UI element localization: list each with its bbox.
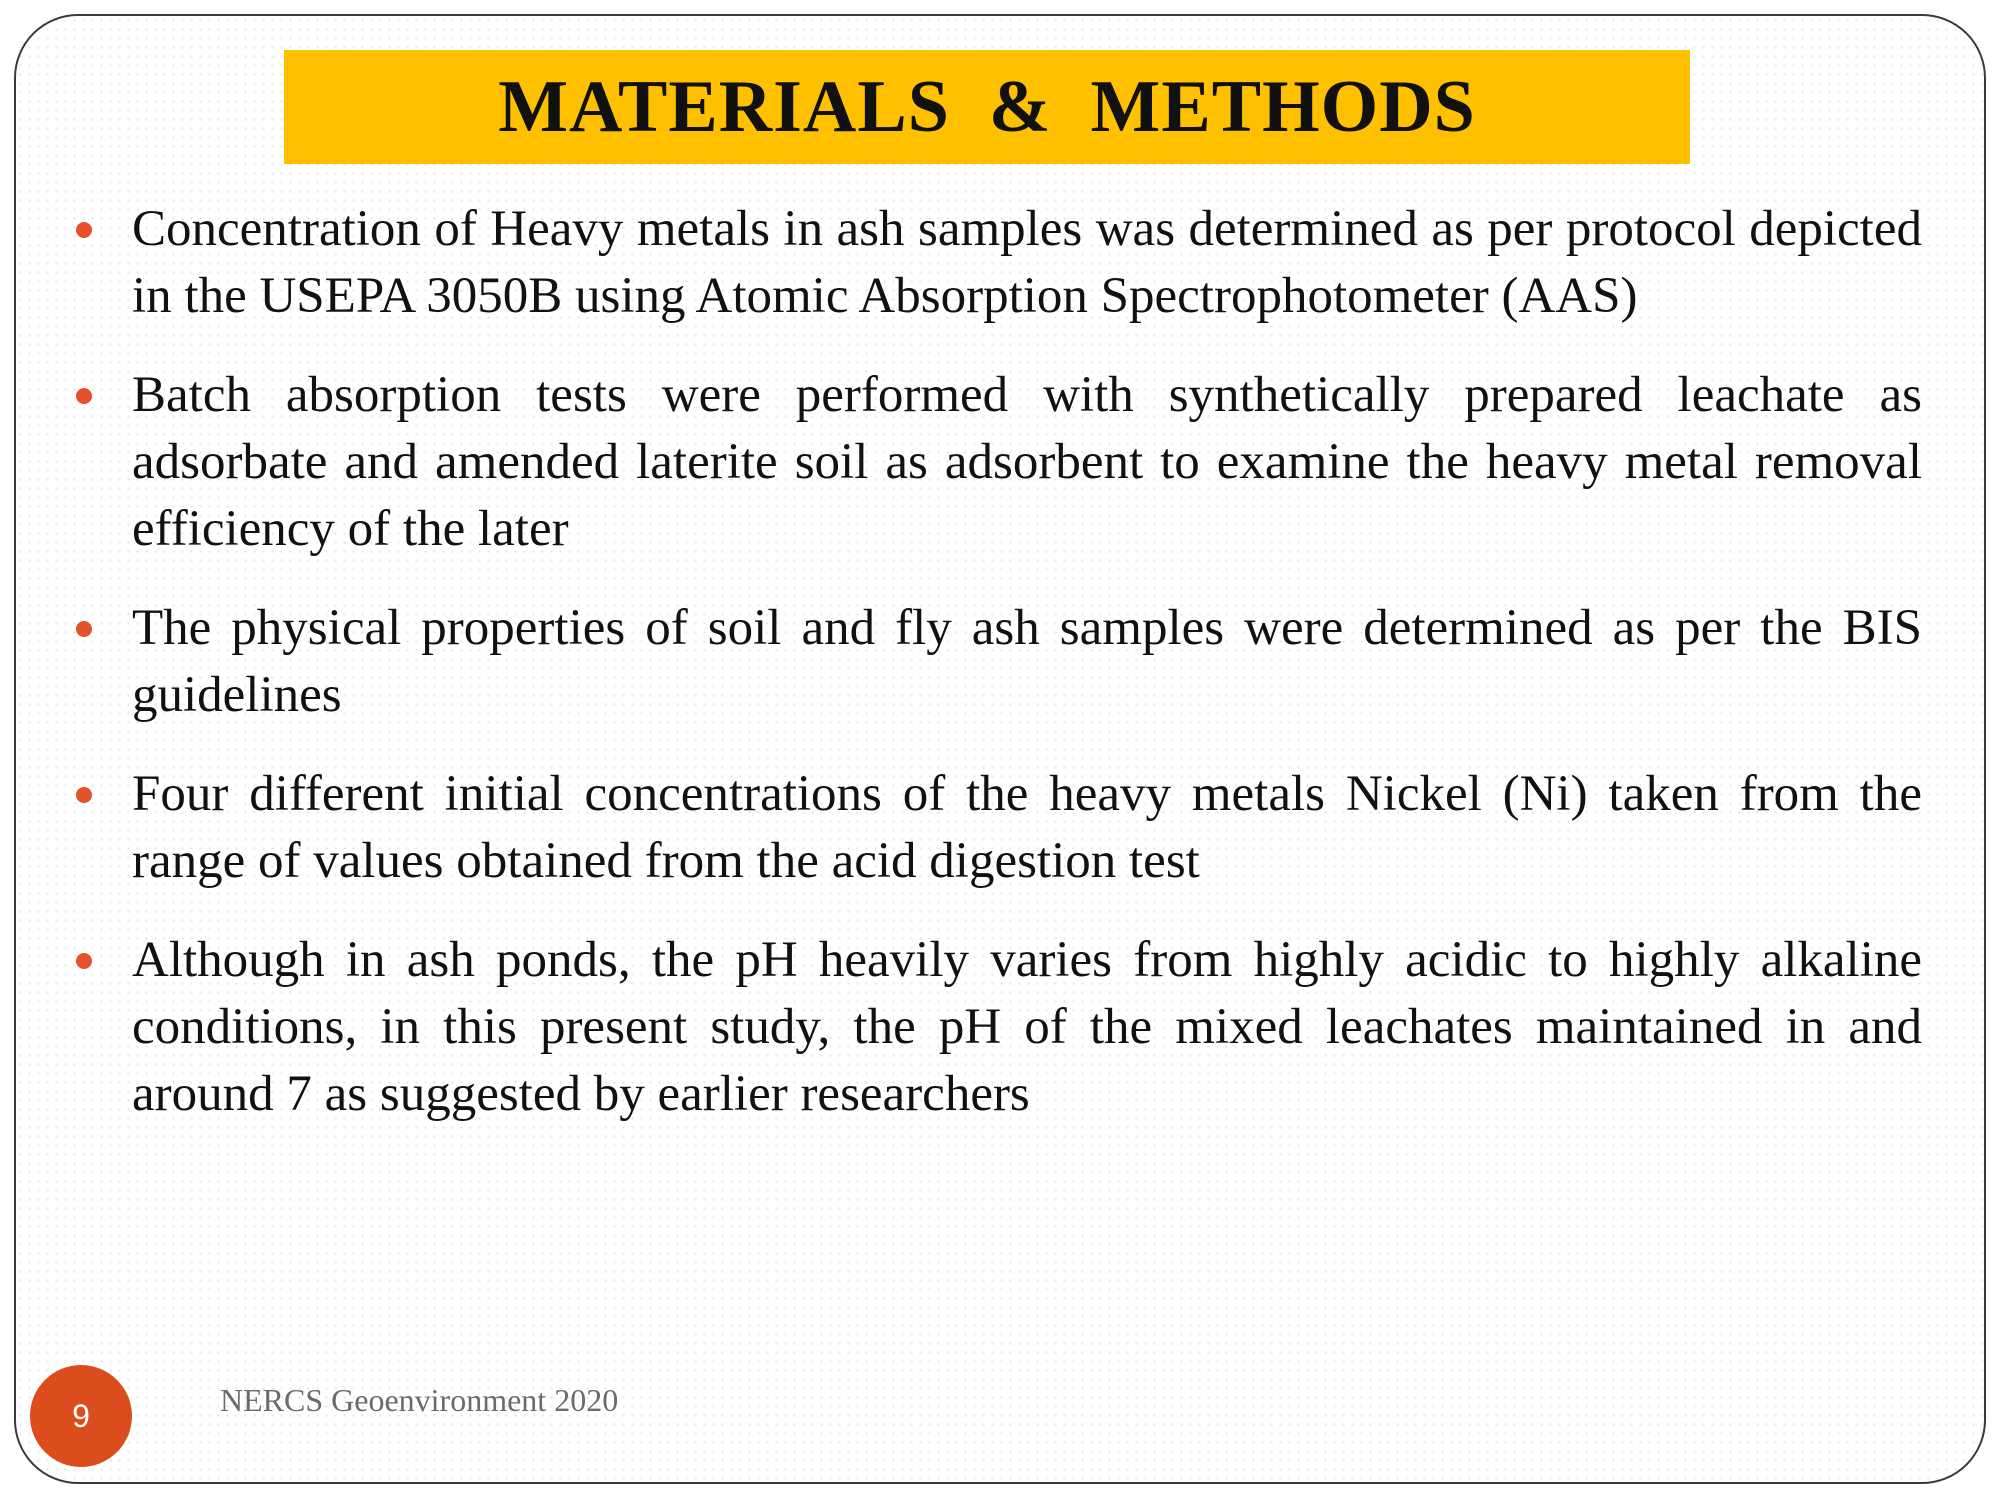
bullet-item: [70, 595, 1922, 729]
bullet-item: [70, 761, 1922, 895]
bullet-text: Concentration of Heavy metals in ash samples was determined as per protocol depicted in the USEPA 3050B using Atomic Absorption Spectrophotometer (AAS): [132, 201, 1922, 324]
bullet-text: Although in ash ponds, the pH heavily varies from highly acidic to highly alkaline conditions, in this present study, the pH of the mixed leachates maintained in and around 7 as suggested by earlier researchers: [132, 932, 1922, 1122]
bullet-item: [70, 927, 1922, 1128]
footer-label: NERCS Geoenvironment 2020: [220, 1382, 619, 1418]
bullet-dot-icon: [76, 953, 92, 969]
bullet-item: [70, 196, 1922, 330]
bullet-text: Four different initial concentrations of the heavy metals Nickel (Ni) taken from the range of values obtained from the acid digestion test: [132, 766, 1922, 889]
page-number: 9: [72, 1397, 90, 1434]
bullet-dot-icon: [76, 787, 92, 803]
bullet-dot-icon: [76, 222, 92, 238]
bullet-item: [70, 362, 1922, 563]
bullet-dot-icon: [76, 388, 92, 404]
slide-title: MATERIALS & METHODS: [498, 65, 1476, 148]
bullet-text: The physical properties of soil and fly ash samples were determined as per the BIS guidelines: [132, 600, 1922, 723]
bullet-text: Batch absorption tests were performed with synthetically prepared leachate as adsorbate and amended laterite soil as adsorbent to examine the heavy metal removal efficiency of the later: [132, 367, 1922, 557]
bullet-dot-icon: [76, 621, 92, 637]
page-number-badge: [30, 1365, 132, 1467]
bullet-list: [70, 196, 1922, 1128]
title-banner: [284, 50, 1690, 164]
